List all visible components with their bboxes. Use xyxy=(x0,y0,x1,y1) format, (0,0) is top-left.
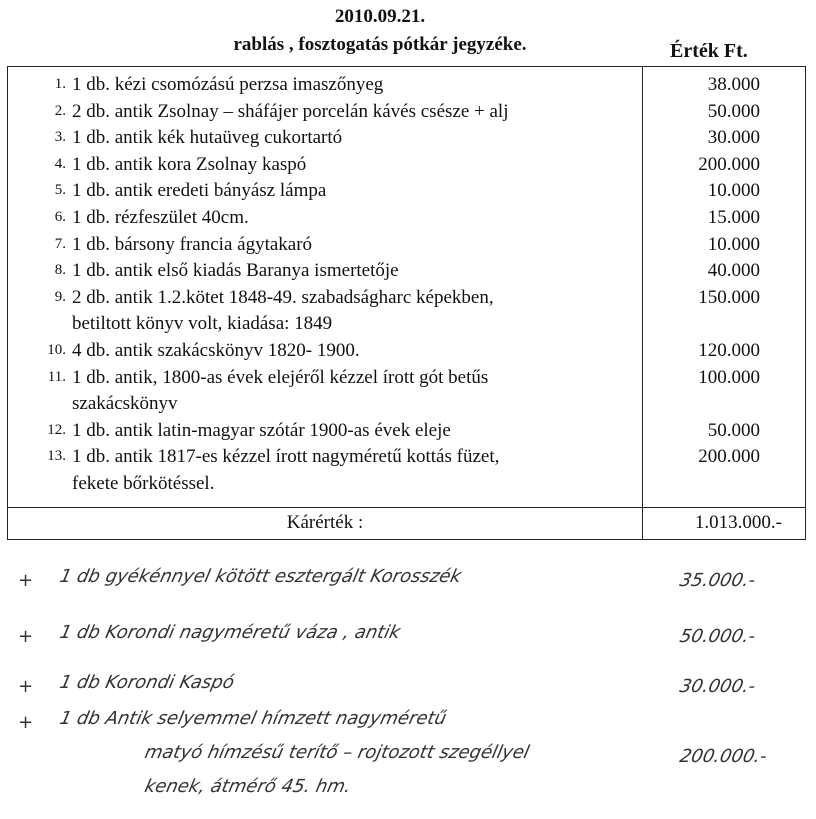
item-value: 120.000 xyxy=(698,340,760,361)
item-number: 13. xyxy=(47,448,66,465)
table-row xyxy=(8,284,805,337)
item-description: 1 db. kézi csomózású perzsa imaszőnyeg xyxy=(72,74,384,95)
item-description: 1 db. antik első kiadás Baranya ismertetője xyxy=(72,260,399,282)
handwritten-value: 30.000.- xyxy=(677,676,758,697)
item-number: 12. xyxy=(47,421,66,438)
table-row xyxy=(8,417,805,444)
item-value: 200.000 xyxy=(698,446,760,468)
table-row xyxy=(8,124,805,151)
item-description: 1 db. antik latin-magyar szótár 1900-as évek eleje xyxy=(72,419,451,441)
table-row xyxy=(8,443,805,496)
item-description: 2 db. antik Zsolnay – sháfájer porcelán kávés csésze + alj xyxy=(72,100,509,122)
item-description: 1 db. bársony francia ágytakaró xyxy=(72,233,313,255)
item-number: 2. xyxy=(54,102,66,119)
item-number: 4. xyxy=(54,155,66,172)
item-value: 10.000 xyxy=(707,180,760,202)
handwritten-plus: + xyxy=(18,570,34,591)
item-number: 10. xyxy=(47,342,66,358)
document-date: 2010.09.21. xyxy=(334,6,426,27)
item-value: 50.000 xyxy=(707,419,760,441)
item-number: 9. xyxy=(54,288,66,305)
handwritten-plus: + xyxy=(18,712,34,733)
table-row xyxy=(8,364,805,417)
handwritten-value: 50.000.- xyxy=(677,626,758,647)
item-value: 10.000 xyxy=(707,233,760,255)
table-row xyxy=(8,151,805,178)
item-number: 8. xyxy=(54,262,66,279)
item-number: 6. xyxy=(54,209,66,225)
item-description: 4 db. antik szakácskönyv 1820- 1900. xyxy=(72,340,360,361)
value-column-header: Érték Ft. xyxy=(670,40,748,62)
handwritten-item: 1 db Antik selyemmel hímzett nagyméretű xyxy=(57,708,449,729)
item-value: 150.000 xyxy=(698,286,760,308)
item-value: 30.000 xyxy=(707,127,760,149)
handwritten-item: 1 db gyékénnyel kötött esztergált Korosszék xyxy=(57,566,464,587)
document-title: rablás , fosztogatás pótkár jegyzéke. xyxy=(233,34,527,55)
item-number: 5. xyxy=(54,182,66,199)
item-number: 3. xyxy=(54,129,66,146)
total-label: Kárérték : xyxy=(286,512,364,533)
table-row xyxy=(8,257,805,284)
item-description: fekete bőrkötéssel. xyxy=(72,472,215,494)
handwritten-item: kenek, átmérő 45. hm. xyxy=(142,776,353,797)
item-number: 7. xyxy=(54,235,66,252)
handwritten-item: matyó hímzésű terítő – rojtozott szegéllyel xyxy=(142,742,532,763)
total-divider xyxy=(8,507,805,508)
item-description: 1 db. antik kora Zsolnay kaspó xyxy=(72,153,307,175)
item-description: szakácskönyv xyxy=(72,393,178,415)
item-number: 1. xyxy=(54,76,66,92)
handwritten-plus: + xyxy=(18,626,34,647)
table-row xyxy=(8,177,805,204)
handwritten-value: 200.000.- xyxy=(677,746,769,767)
handwritten-value: 35.000.- xyxy=(677,570,758,591)
handwritten-item: 1 db Korondi nagyméretű váza , antik xyxy=(57,622,403,643)
item-description: 1 db. antik kék hutaüveg cukortartó xyxy=(72,127,343,149)
item-value: 40.000 xyxy=(707,260,760,282)
item-description: 1 db. antik eredeti bányász lámpa xyxy=(72,180,327,202)
item-value: 50.000 xyxy=(707,100,760,122)
handwritten-plus: + xyxy=(18,676,34,697)
item-number: 11. xyxy=(47,368,66,385)
item-value: 200.000 xyxy=(698,153,760,175)
total-value: 1.013.000.- xyxy=(694,512,782,533)
table-row xyxy=(8,231,805,258)
item-value: 38.000 xyxy=(707,74,760,95)
item-description: 1 db. antik 1817-es kézzel írott nagyméretű kottás füzet, xyxy=(72,446,500,468)
item-description: betiltott könyv volt, kiadása: 1849 xyxy=(72,313,333,335)
item-description: 1 db. rézfeszület 40cm. xyxy=(72,207,249,228)
table-row xyxy=(8,98,805,125)
item-description: 1 db. antik, 1800-as évek elejéről kézzel írott gót betűs xyxy=(72,366,489,388)
table-row xyxy=(8,204,805,231)
item-value: 15.000 xyxy=(707,207,760,228)
item-description: 2 db. antik 1.2.kötet 1848-49. szabadságharc képekben, xyxy=(72,286,494,308)
handwritten-item: 1 db Korondi Kaspó xyxy=(57,672,237,693)
table-row xyxy=(8,71,805,98)
table-row xyxy=(8,337,805,364)
item-value: 100.000 xyxy=(698,366,760,388)
items-table xyxy=(7,66,806,540)
